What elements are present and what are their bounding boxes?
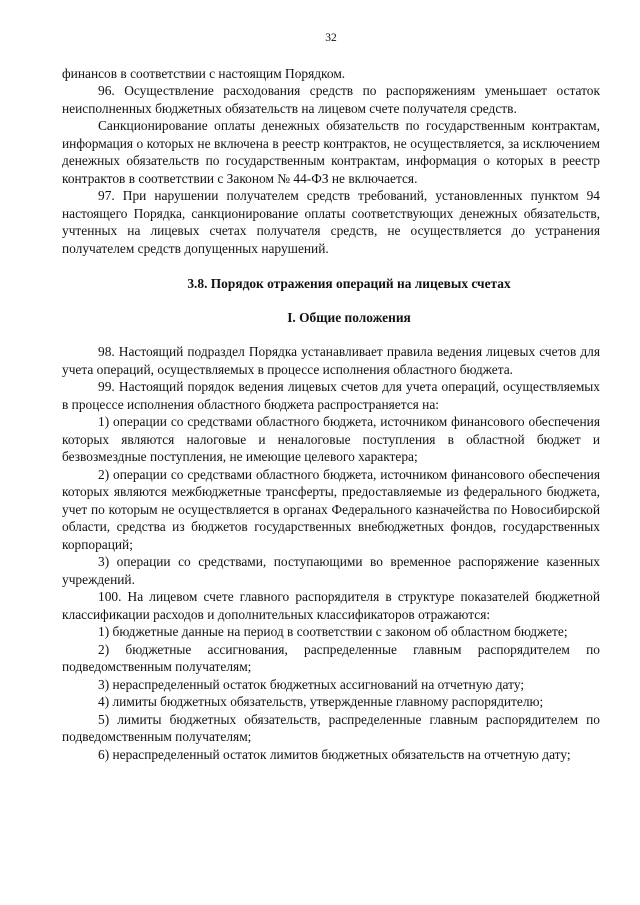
paragraph-97: 97. При нарушении получателем средств требований, установленных пунктом 94 настоящего Порядка, санкционирование оплаты соответствующих денежных обязательств, учтенных на лицевых счетах получателя средств, не осуществляется до устранения получателем средств допущенных нарушений. [62, 188, 600, 256]
document-page [62, 30, 600, 763]
list-item-100-5: 5) лимиты бюджетных обязательств, распределенные главным распорядителем по подведомственным получателям; [62, 711, 600, 744]
list-item-100-2: 2) бюджетные ассигнования, распределенные главным распорядителем по подведомственным получателям; [62, 641, 600, 674]
list-item-100-6: 6) нераспределенный остаток лимитов бюджетных обязательств на отчетную дату; [98, 746, 571, 762]
section-heading: 3.8. Порядок отражения операций на лицевых счетах [187, 276, 511, 291]
paragraph-98: 98. Настоящий подраздел Порядка устанавливает правила ведения лицевых счетов для учета операций, осуществляемых в процессе исполнения областного бюджета. [62, 344, 600, 377]
paragraph-100: 100. На лицевом счете главного распорядителя в структуре показателей бюджетной классификации расходов и дополнительных классификаторов отражаются: [62, 589, 600, 622]
subsection-heading: I. Общие положения [287, 309, 411, 325]
paragraph-continuation: финансов в соответствии с настоящим Порядком. [62, 65, 346, 81]
paragraph-99: 99. Настоящий порядок ведения лицевых счетов для учета операций, осуществляемых в процессе исполнения областного бюджета распространяется на: [62, 379, 600, 412]
list-item-99-3: 3) операции со средствами, поступающими во временное распоряжение казенных учреждений. [62, 554, 600, 587]
list-item-99-2: 2) операции со средствами областного бюджета, источником финансового обеспечения которых являются межбюджетные трансферты, предоставляемые из федерального бюджета, учет по которым не осуществляется в органах Федерального казначейства по Новосибирской области, средства из бюджетов государственных внебюджетных фондов, государственных корпораций; [62, 466, 600, 552]
list-item-100-1: 1) бюджетные данные на период в соответствии с законом об областном бюджете; [98, 624, 568, 639]
paragraph-96: 96. Осуществление расходования средств по распоряжениям уменьшает остаток неисполненных бюджетных обязательств на лицевом счете получателя средств. [62, 83, 600, 116]
paragraph-sanctioning: Санкционирование оплаты денежных обязательств по государственным контрактам, информация о которых не включена в реестр контрактов, не осуществляется, за исключением денежных обязательств по государственным контрактам, информация о которых в реестр контрактов в соответствии с Законом № 44-ФЗ не включается. [62, 118, 600, 186]
list-item-99-1: 1) операции со средствами областного бюджета, источником финансового обеспечения которых являются налоговые и неналоговые поступления в областной бюджет и безвозмездные поступления, не имеющие целевого характера; [62, 414, 600, 464]
list-item-100-3: 3) нераспределенный остаток бюджетных ассигнований на отчетную дату; [98, 676, 525, 692]
list-item-100-4: 4) лимиты бюджетных обязательств, утвержденные главному распорядителю; [98, 694, 544, 709]
page-number: 32 [325, 32, 337, 44]
